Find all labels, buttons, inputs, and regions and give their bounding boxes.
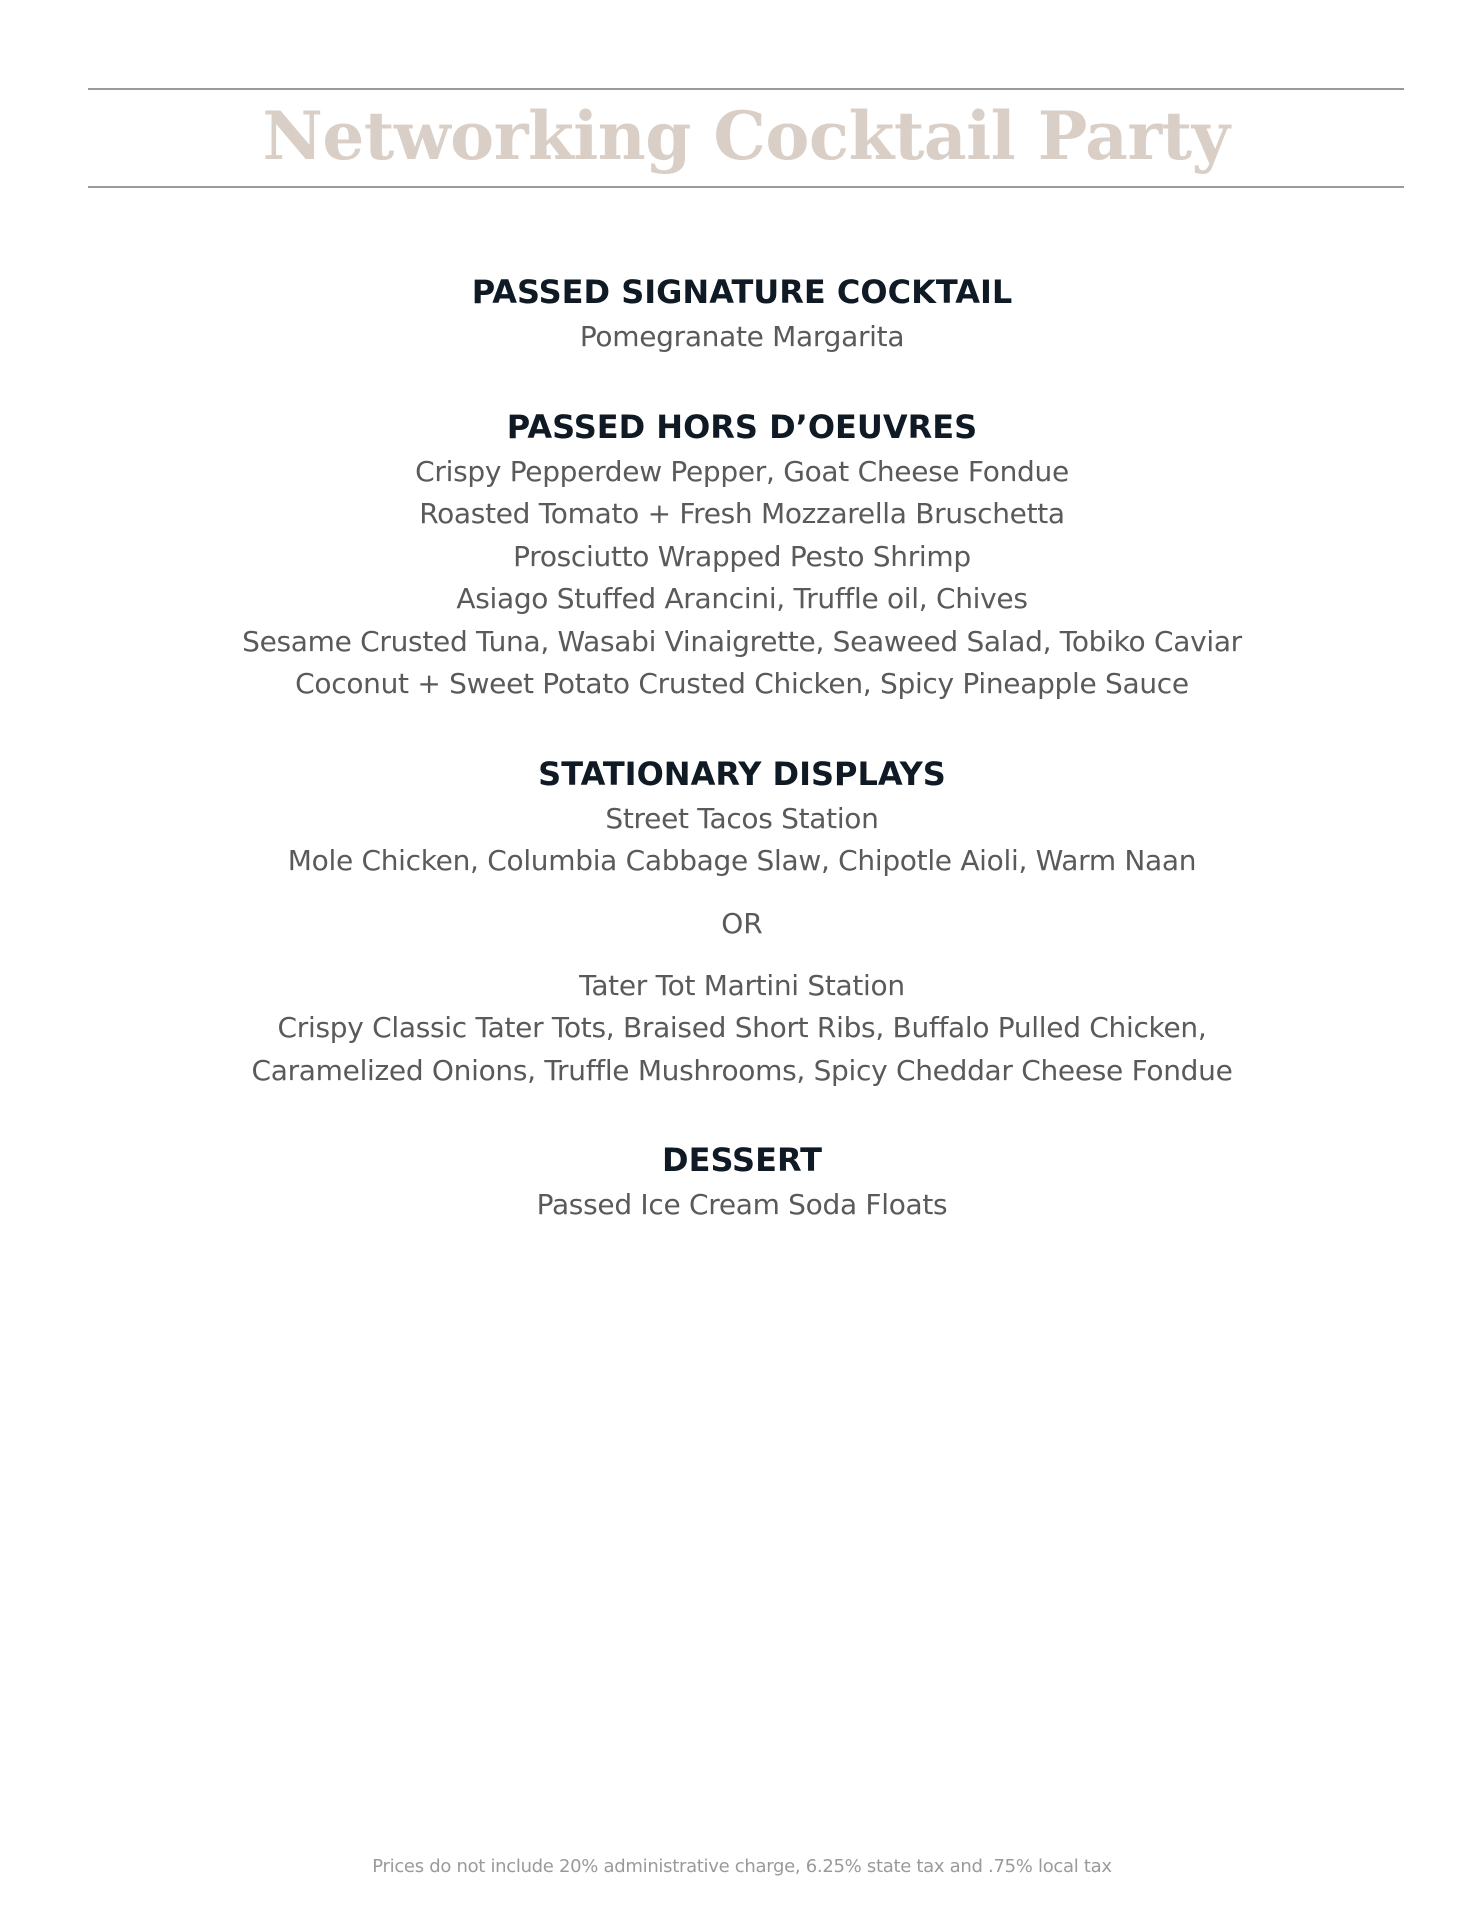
section-heading: STATIONARY DISPLAYS: [538, 754, 946, 793]
menu-item: Crispy Pepperdew Pepper, Goat Cheese Fondue: [415, 454, 1069, 488]
section-heading: DESSERT: [662, 1141, 822, 1179]
section-heading: PASSED SIGNATURE COCKTAIL: [471, 273, 1013, 311]
page-header: [88, 88, 1404, 188]
station-description: Crispy Classic Tater Tots, Braised Short Ribs, Buffalo Pulled Chicken,: [277, 1011, 1207, 1044]
footer-note: Prices do not include 20% administrative charge, 6.25% state tax and .75% local tax: [372, 1856, 1112, 1877]
menu-item: Asiago Stuffed Arancini, Truffle oil, Chives: [456, 582, 1028, 615]
menu-item: Roasted Tomato + Fresh Mozzarella Bruschetta: [419, 497, 1065, 530]
section-stationary-displays: [0, 750, 1484, 1093]
station-name: Tater Tot Martini Station: [579, 968, 905, 1002]
station-name: Street Tacos Station: [605, 801, 879, 835]
page-title: Networking Cocktail Party: [262, 97, 1230, 175]
menu-item: Passed Ice Cream Soda Floats: [536, 1188, 948, 1221]
station-description: Caramelized Onions, Truffle Mushrooms, Spicy Cheddar Cheese Fondue: [251, 1053, 1233, 1087]
or-divider: OR: [721, 906, 763, 940]
menu: [0, 268, 1484, 1271]
section-dessert: [0, 1136, 1484, 1227]
section-hors-doeuvres: [0, 403, 1484, 706]
section-signature-cocktail: [0, 268, 1484, 359]
menu-item: Prosciutto Wrapped Pesto Shrimp: [513, 539, 971, 573]
menu-item: Coconut + Sweet Potato Crusted Chicken, Spicy Pineapple Sauce: [295, 667, 1189, 700]
menu-item: Sesame Crusted Tuna, Wasabi Vinaigrette, Seaweed Salad, Tobiko Caviar: [242, 624, 1242, 658]
section-heading: PASSED HORS D’OEUVRES: [506, 407, 978, 446]
menu-item: Pomegranate Margarita: [579, 320, 905, 353]
station-description: Mole Chicken, Columbia Cabbage Slaw, Chipotle Aioli, Warm Naan: [287, 844, 1197, 877]
